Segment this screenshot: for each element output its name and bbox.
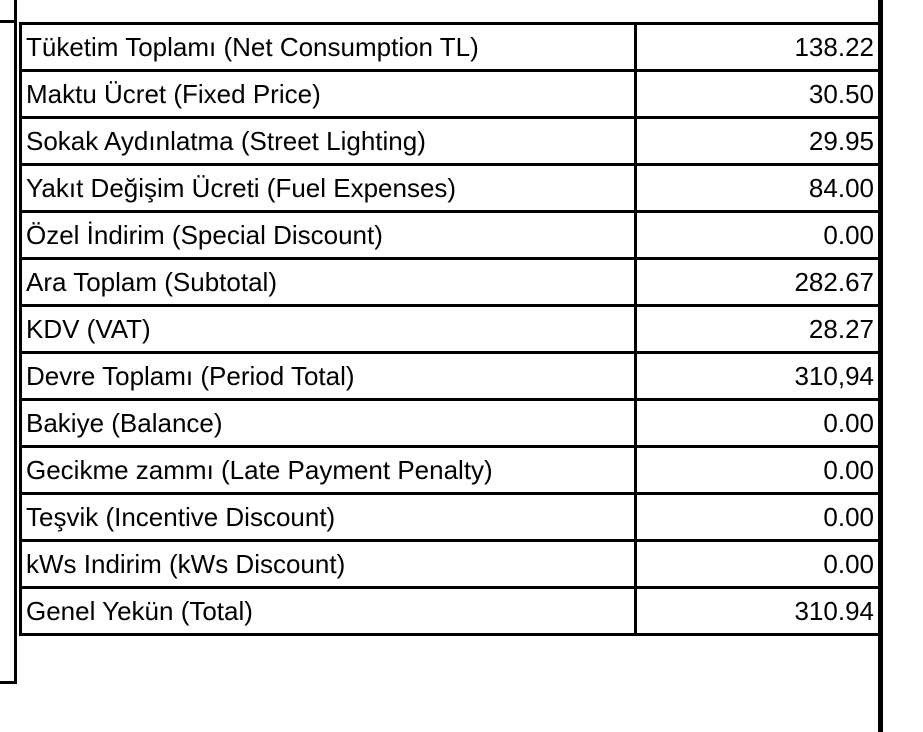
table-row-special-discount bbox=[21, 212, 880, 259]
table-row-kws-discount bbox=[21, 541, 880, 588]
row-value: 84.00 bbox=[636, 165, 880, 212]
row-value: 138.22 bbox=[636, 24, 880, 71]
bottom-left-border-stub bbox=[0, 681, 17, 684]
table-row-street-lighting bbox=[21, 118, 880, 165]
table-row-net-consumption bbox=[21, 24, 880, 71]
table-row-subtotal bbox=[21, 259, 880, 306]
row-label: Ara Toplam (Subtotal) bbox=[21, 259, 636, 306]
left-border-line bbox=[14, 0, 17, 683]
row-value: 29.95 bbox=[636, 118, 880, 165]
row-label: Teşvik (Incentive Discount) bbox=[21, 494, 636, 541]
row-value: 0.00 bbox=[636, 400, 880, 447]
top-left-border-stub bbox=[0, 20, 17, 23]
row-value: 30.50 bbox=[636, 71, 880, 118]
table-row-incentive-discount bbox=[21, 494, 880, 541]
row-value: 0.00 bbox=[636, 447, 880, 494]
row-label: KDV (VAT) bbox=[21, 306, 636, 353]
row-label: Tüketim Toplamı (Net Consumption TL) bbox=[21, 24, 636, 71]
row-value: 282.67 bbox=[636, 259, 880, 306]
table-row-fixed-price bbox=[21, 71, 880, 118]
row-value: 310,94 bbox=[636, 353, 880, 400]
row-label: Sokak Aydınlatma (Street Lighting) bbox=[21, 118, 636, 165]
row-label: Yakıt Değişim Ücreti (Fuel Expenses) bbox=[21, 165, 636, 212]
row-value: 0.00 bbox=[636, 541, 880, 588]
table-row-late-payment-penalty bbox=[21, 447, 880, 494]
row-value: 0.00 bbox=[636, 494, 880, 541]
table-row-balance bbox=[21, 400, 880, 447]
table-row-grand-total bbox=[21, 588, 880, 635]
row-value: 0.00 bbox=[636, 212, 880, 259]
row-value: 28.27 bbox=[636, 306, 880, 353]
table-row-period-total bbox=[21, 353, 880, 400]
bill-summary-table bbox=[19, 22, 881, 636]
table-row-fuel-expenses bbox=[21, 165, 880, 212]
row-label: kWs Indirim (kWs Discount) bbox=[21, 541, 636, 588]
row-value: 310.94 bbox=[636, 588, 880, 635]
row-label: Bakiye (Balance) bbox=[21, 400, 636, 447]
table-row-vat bbox=[21, 306, 880, 353]
row-label: Özel İndirim (Special Discount) bbox=[21, 212, 636, 259]
row-label: Gecikme zammı (Late Payment Penalty) bbox=[21, 447, 636, 494]
row-label: Genel Yekün (Total) bbox=[21, 588, 636, 635]
row-label: Maktu Ücret (Fixed Price) bbox=[21, 71, 636, 118]
row-label: Devre Toplamı (Period Total) bbox=[21, 353, 636, 400]
